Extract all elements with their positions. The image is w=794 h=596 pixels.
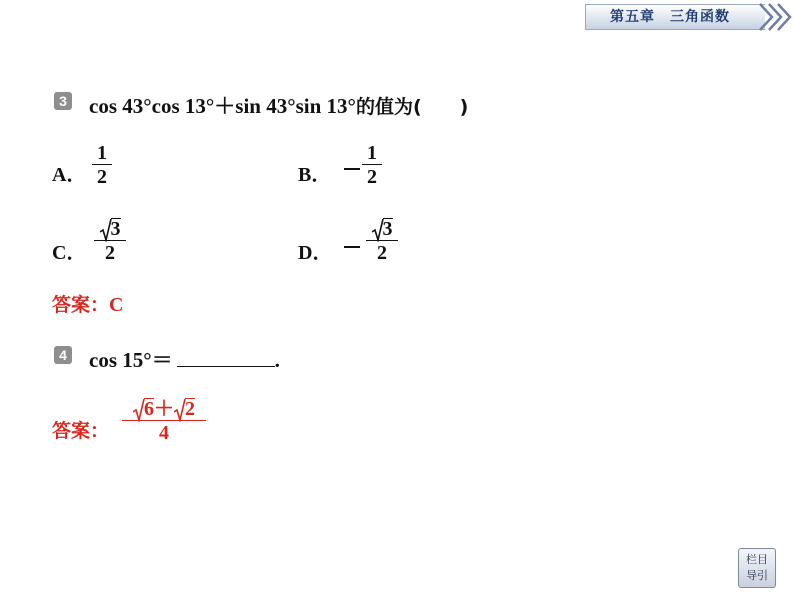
question-4-stem bbox=[89, 344, 280, 374]
option-a-label: A． bbox=[52, 164, 87, 186]
question-number-3: 3 bbox=[54, 92, 72, 110]
question-4-answer-label-wrap bbox=[52, 416, 109, 443]
answer-value: C bbox=[109, 294, 124, 316]
nav-label-line2: 导引 bbox=[746, 569, 768, 582]
option-b-denominator: 2 bbox=[362, 164, 382, 189]
option-b-label: B． bbox=[298, 164, 332, 186]
option-c-denominator: 2 bbox=[94, 240, 126, 265]
option-d-radicand: 3 bbox=[382, 218, 393, 240]
question-4-period: . bbox=[274, 348, 280, 372]
option-c-radicand: 3 bbox=[110, 218, 121, 240]
chapter-title: 第五章 三角函数 bbox=[585, 4, 765, 30]
option-a-denominator: 2 bbox=[92, 164, 112, 189]
option-b-minus-sign bbox=[344, 168, 360, 170]
option-d-label: D． bbox=[298, 242, 333, 264]
option-b-numerator: 1 bbox=[367, 142, 377, 164]
answer-sqrt-2 bbox=[174, 398, 195, 420]
option-c-label: C． bbox=[52, 242, 87, 264]
option-a-fraction bbox=[92, 142, 112, 189]
answer-denominator: 4 bbox=[122, 420, 206, 445]
answer-plus: ＋ bbox=[154, 398, 174, 420]
option-d-fraction bbox=[366, 218, 398, 265]
option-d-minus-sign bbox=[344, 246, 360, 248]
answer-label: 答案： bbox=[52, 420, 110, 442]
answer-radicand-2: 2 bbox=[185, 398, 195, 420]
answer-label: 答案： bbox=[52, 294, 110, 316]
option-a-numerator: 1 bbox=[97, 142, 107, 164]
question-3-answer bbox=[52, 290, 123, 317]
question-4-expression: cos 15°＝ bbox=[89, 348, 173, 372]
section-nav-button[interactable] bbox=[738, 548, 776, 588]
option-b-fraction bbox=[362, 142, 382, 189]
question-3-expression: cos 43°cos 13°＋sin 43°sin 13° bbox=[89, 94, 356, 118]
question-number-4: 4 bbox=[54, 346, 72, 364]
option-c-sqrt bbox=[100, 218, 121, 240]
answer-blank bbox=[177, 346, 275, 367]
chevron-right-icon bbox=[758, 2, 792, 32]
answer-sqrt-6 bbox=[133, 398, 154, 420]
option-d-denominator: 2 bbox=[366, 240, 398, 265]
option-c-fraction bbox=[94, 218, 126, 265]
option-d-sqrt bbox=[372, 218, 393, 240]
question-3-tail: 的值为( ) bbox=[355, 96, 469, 118]
answer-radicand-6: 6 bbox=[144, 398, 154, 420]
question-3-stem bbox=[89, 90, 468, 120]
nav-label-line1: 栏目 bbox=[746, 553, 768, 566]
question-4-answer-fraction bbox=[122, 398, 206, 445]
